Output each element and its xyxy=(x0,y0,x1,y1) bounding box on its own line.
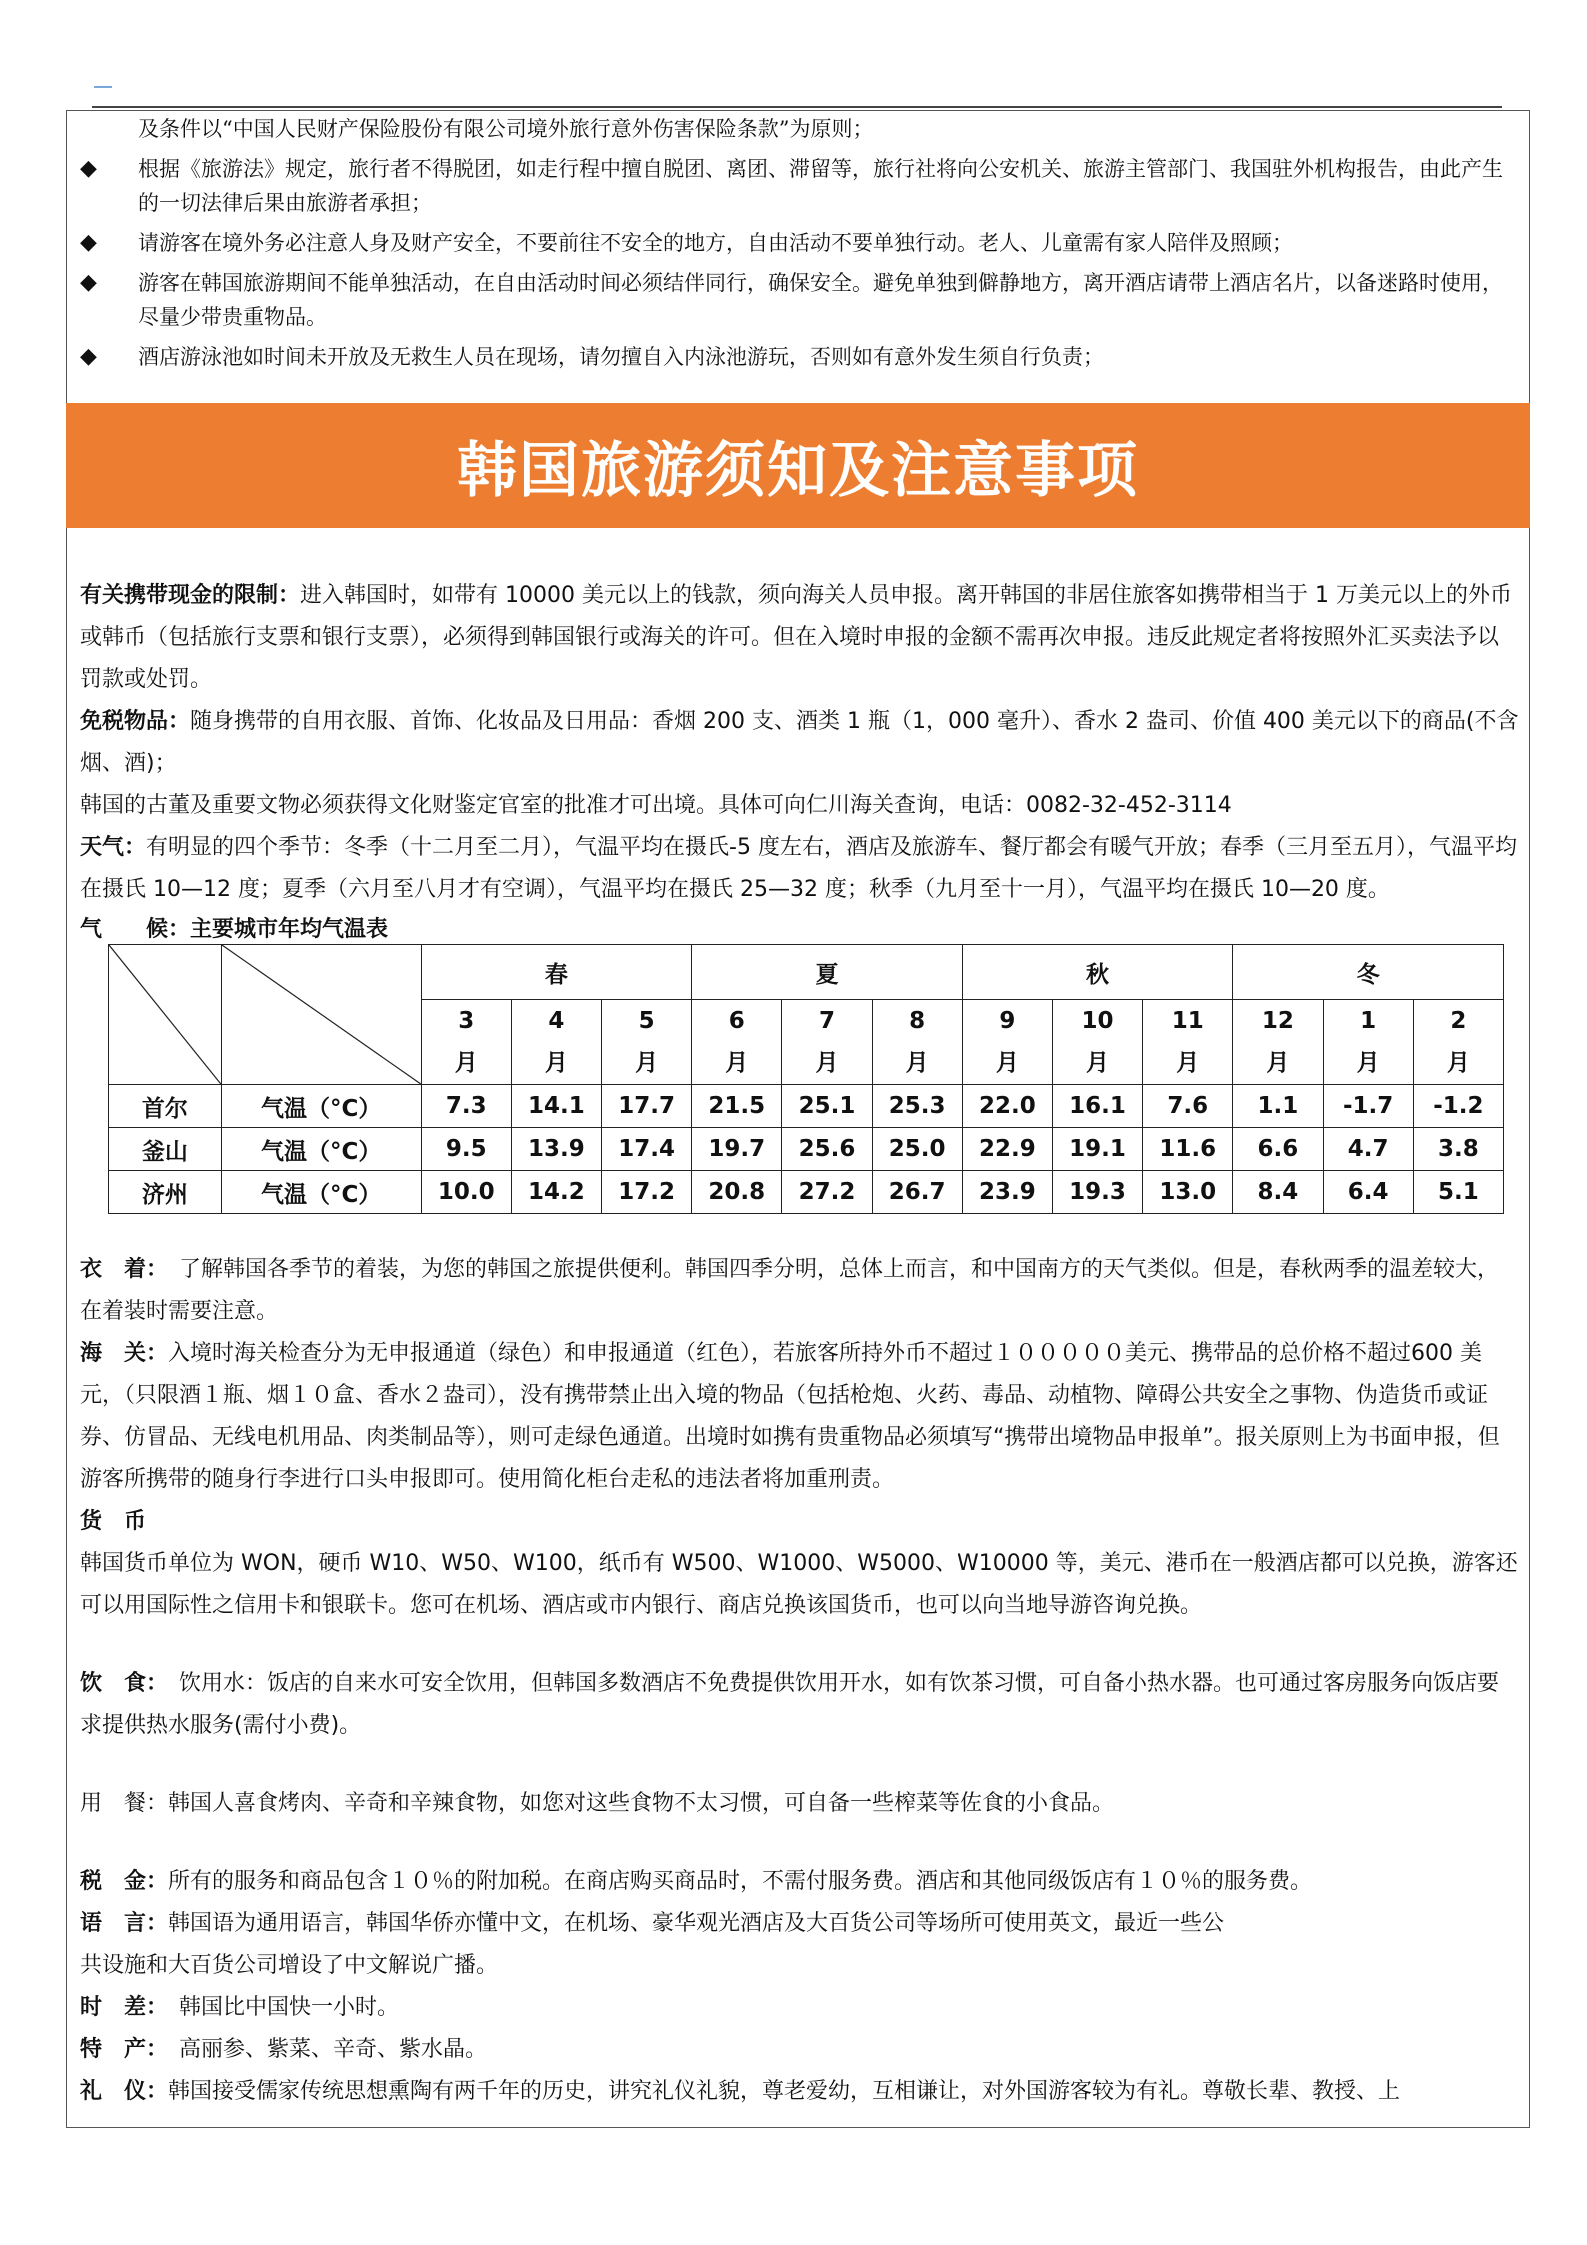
language-paragraph xyxy=(80,1903,1520,1945)
section-label: 税 金： xyxy=(80,1869,169,1894)
month-header xyxy=(1413,1000,1503,1085)
temperature-cell: 19.1 xyxy=(1052,1128,1142,1171)
temperature-cell: 14.2 xyxy=(511,1171,601,1214)
month-header xyxy=(872,1000,962,1085)
month-header xyxy=(1233,1000,1323,1085)
bullet-text: 酒店游泳池如时间未开放及无救生人员在现场，请勿擅自入内泳池游玩，否则如有意外发生须自行负责； xyxy=(138,345,1104,369)
month-number: 2 xyxy=(1450,1008,1467,1034)
month-unit: 月 xyxy=(635,1050,659,1076)
section-label: 海 关： xyxy=(80,1341,169,1366)
temperature-table xyxy=(108,944,1504,1214)
diagonal-line-icon xyxy=(222,945,421,1084)
section-text: 韩国比中国快一小时。 xyxy=(157,1995,400,2020)
list-item xyxy=(80,226,1520,260)
customs-paragraph xyxy=(80,1333,1520,1501)
antique-paragraph: 韩国的古董及重要文物必须获得文化财鉴定官室的批准才可出境。具体可向仁川海关查询，电话：0082-32-452-3114 xyxy=(80,793,1232,818)
section-text: 有明显的四个季节：冬季（十二月至二月），气温平均在摄氏-5 度左右，酒店及旅游车、餐厅都会有暖气开放；春季（三月至五月），气温平均在摄氏 10—12 度；夏季（六月至八月才有空调），气温平均在摄氏 25—32 度；秋季（九月至十一月），气温平均在摄氏 10—20 度。 xyxy=(80,835,1517,902)
section-text: 高丽参、紫菜、辛奇、紫水晶。 xyxy=(157,2037,488,2062)
month-number: 5 xyxy=(638,1008,655,1034)
month-unit: 月 xyxy=(725,1050,749,1076)
list-item xyxy=(80,340,1520,374)
section-text: 入境时海关检查分为无申报通道（绿色）和申报通道（红色），若旅客所持外币不超过１０００００美元、携带品的总价格不超过600 美元，（只限酒１瓶、烟１０盒、香水２盎司），没有携带禁止出入境的物品（包括枪炮、火药、毒品、动植物、障碍公共安全之事物、伪造货币或证券、仿冒品、无线电机用品、肉类制品等），则可走绿色通道。出境时如携有贵重物品必须填写“携带出境物品申报单”。报关原则上为书面申报，但游客所携带的随身行李进行口头申报即可。使用简化柜台走私的违法者将加重刑责。 xyxy=(80,1341,1500,1492)
section-label: 有关携带现金的限制： xyxy=(80,583,301,608)
section-label: 用 餐： xyxy=(80,1791,169,1816)
bullet-text: 根据《旅游法》规定，旅行者不得脱团，如走行程中擅自脱团、离团、滞留等，旅行社将向公安机关、旅游主管部门、我国驻外机构报告，由此产生的一切法律后果由旅游者承担； xyxy=(138,157,1503,215)
currency-heading xyxy=(80,1501,1520,1543)
month-unit: 月 xyxy=(1086,1050,1110,1076)
section-label: 特 产： xyxy=(80,2037,158,2062)
temperature-cell: 17.2 xyxy=(602,1171,692,1214)
temperature-cell: 8.4 xyxy=(1233,1171,1323,1214)
temperature-cell: 23.9 xyxy=(962,1171,1052,1214)
temperature-cell: 25.0 xyxy=(872,1128,962,1171)
temperature-cell: 20.8 xyxy=(692,1171,782,1214)
month-number: 8 xyxy=(909,1008,926,1034)
month-number: 10 xyxy=(1081,1008,1114,1034)
temperature-cell: 19.3 xyxy=(1052,1171,1142,1214)
etiquette-paragraph xyxy=(80,2071,1520,2113)
temperature-cell: 21.5 xyxy=(692,1085,782,1128)
list-item xyxy=(80,152,1520,220)
temperature-cell: 22.0 xyxy=(962,1085,1052,1128)
section-label: 语 言： xyxy=(80,1911,169,1936)
month-header xyxy=(421,1000,511,1085)
temperature-cell: 27.2 xyxy=(782,1171,872,1214)
tax-paragraph xyxy=(80,1861,1520,1903)
metric-cell: 气温（°C） xyxy=(221,1085,421,1128)
temperature-cell: -1.7 xyxy=(1323,1085,1413,1128)
timediff-paragraph xyxy=(80,1987,1520,2029)
city-cell: 济州 xyxy=(109,1171,222,1214)
month-header xyxy=(692,1000,782,1085)
section-label: 礼 仪： xyxy=(80,2079,169,2104)
section-text: 韩国接受儒家传统思想熏陶有两千年的历史，讲究礼仪礼貌，尊老爱幼，互相谦让，对外国游客较为有礼。尊敬长辈、教授、上 xyxy=(168,2079,1401,2104)
section-text: 随身携带的自用衣服、首饰、化妆品及日用品：香烟 200 支、酒类 1 瓶（1，000 毫升）、香水 2 盎司、价值 400 美元以下的商品(不含烟、酒)； xyxy=(80,709,1519,776)
month-number: 6 xyxy=(728,1008,745,1034)
month-header xyxy=(1323,1000,1413,1085)
page-title: 韩国旅游须知及注意事项 xyxy=(457,435,1139,506)
month-header xyxy=(782,1000,872,1085)
list-item xyxy=(80,266,1520,334)
section-label: 饮 食： xyxy=(80,1671,158,1696)
section-label: 衣 着： xyxy=(80,1257,158,1282)
temperature-cell: 13.9 xyxy=(511,1128,601,1171)
month-unit: 月 xyxy=(1356,1050,1380,1076)
temperature-cell: -1.2 xyxy=(1413,1085,1503,1128)
section-label: 货 币 xyxy=(80,1509,147,1534)
section-text: 主要城市年均气温表 xyxy=(190,917,389,942)
month-unit: 月 xyxy=(1266,1050,1290,1076)
temperature-cell: 4.7 xyxy=(1323,1128,1413,1171)
temperature-cell: 9.5 xyxy=(421,1128,511,1171)
season-header: 夏 xyxy=(692,945,963,1000)
clothing-paragraph xyxy=(80,1249,1520,1333)
temperature-cell: 25.6 xyxy=(782,1128,872,1171)
temperature-cell: 19.7 xyxy=(692,1128,782,1171)
bullet-diamond-icon: ◆ xyxy=(80,344,97,369)
weather-paragraph xyxy=(80,827,1520,911)
section-text: 韩国人喜食烤肉、辛奇和辛辣食物，如您对这些食物不太习惯，可自备一些榨菜等佐食的小食品。 xyxy=(168,1791,1115,1816)
temperature-cell: 11.6 xyxy=(1143,1128,1233,1171)
meal-paragraph xyxy=(80,1783,1520,1825)
notice-bullets xyxy=(80,112,1520,380)
section-text: 进入韩国时，如带有 10000 美元以上的钱款，须向海关人员申报。离开韩国的非居住旅客如携带相当于 1 万美元以上的外币或韩币（包括旅行支票和银行支票），必须得到韩国银行或海关的许可。但在入境时申报的金额不需再次申报。违反此规定者将按照外汇买卖法予以罚款或处罚。 xyxy=(80,583,1512,692)
section-text: 了解韩国各季节的着装，为您的韩国之旅提供便利。韩国四季分明，总体上而言，和中国南方的天气类似。但是，春秋两季的温差较大，在着装时需要注意。 xyxy=(80,1257,1500,1324)
section-label: 时 差： xyxy=(80,1995,158,2020)
dutyfree-paragraph xyxy=(80,701,1520,785)
temperature-cell: 25.1 xyxy=(782,1085,872,1128)
cash-paragraph xyxy=(80,575,1520,701)
month-number: 12 xyxy=(1261,1008,1294,1034)
month-header xyxy=(1052,1000,1142,1085)
month-number: 3 xyxy=(458,1008,475,1034)
bullet-text: 游客在韩国旅游期间不能单独活动，在自由活动时间必须结伴同行，确保安全。避免单独到僻静地方，离开酒店请带上酒店名片，以备迷路时使用，尽量少带贵重物品。 xyxy=(138,271,1503,329)
spacer xyxy=(80,1825,1520,1861)
header-mark xyxy=(94,86,112,88)
metric-cell: 气温（°C） xyxy=(221,1128,421,1171)
section-label: 免税物品： xyxy=(80,709,191,734)
section-text: 所有的服务和商品包含１０％的附加税。在商店购买商品时，不需付服务费。酒店和其他同级饭店有１０％的服务费。 xyxy=(168,1869,1313,1894)
temperature-cell: 17.4 xyxy=(602,1128,692,1171)
temperature-cell: 17.7 xyxy=(602,1085,692,1128)
season-header: 秋 xyxy=(962,945,1233,1000)
main-content xyxy=(80,575,1520,2113)
temperature-cell: 7.6 xyxy=(1143,1085,1233,1128)
drink-paragraph xyxy=(80,1663,1520,1747)
month-unit: 月 xyxy=(815,1050,839,1076)
month-header xyxy=(1143,1000,1233,1085)
bullet-text: 及条件以“中国人民财产保险股份有限公司境外旅行意外伤害保险条款”为原则； xyxy=(138,117,874,141)
temperature-cell: 5.1 xyxy=(1413,1171,1503,1214)
bullet-diamond-icon: ◆ xyxy=(80,270,97,295)
metric-cell: 气温（°C） xyxy=(221,1171,421,1214)
table-row xyxy=(109,1085,1504,1128)
section-text: 饮用水：饭店的自来水可安全饮用，但韩国多数酒店不免费提供饮用开水，如有饮茶习惯，可自备小热水器。也可通过客房服务向饭店要求提供热水服务(需付小费)。 xyxy=(80,1671,1500,1738)
month-number: 7 xyxy=(818,1008,835,1034)
month-number: 11 xyxy=(1171,1008,1204,1034)
section-label: 天气： xyxy=(80,835,147,860)
month-number: 9 xyxy=(999,1008,1016,1034)
temperature-cell: 16.1 xyxy=(1052,1085,1142,1128)
table-row xyxy=(109,945,1504,1000)
month-unit: 月 xyxy=(454,1050,478,1076)
header-rule xyxy=(92,106,1502,108)
city-cell: 首尔 xyxy=(109,1085,222,1128)
section-text: 韩国语为通用语言，韩国华侨亦懂中文，在机场、豪华观光酒店及大百货公司等场所可使用英文，最近一些公 xyxy=(168,1911,1225,1936)
spacer xyxy=(80,1747,1520,1783)
season-header: 春 xyxy=(421,945,692,1000)
specialty-paragraph xyxy=(80,2029,1520,2071)
temperature-cell: 1.1 xyxy=(1233,1085,1323,1128)
spacer xyxy=(80,1627,1520,1663)
month-unit: 月 xyxy=(995,1050,1019,1076)
month-unit: 月 xyxy=(544,1050,568,1076)
month-number: 4 xyxy=(548,1008,565,1034)
table-corner-cell xyxy=(109,945,222,1085)
bullet-text: 请游客在境外务必注意人身及财产安全，不要前往不安全的地方，自由活动不要单独行动。老人、儿童需有家人陪伴及照顾； xyxy=(138,231,1293,255)
temperature-cell: 26.7 xyxy=(872,1171,962,1214)
temperature-cell: 25.3 xyxy=(872,1085,962,1128)
season-header: 冬 xyxy=(1233,945,1504,1000)
temperature-cell: 3.8 xyxy=(1413,1128,1503,1171)
month-header xyxy=(602,1000,692,1085)
list-item xyxy=(80,112,1520,146)
bullet-diamond-icon: ◆ xyxy=(80,230,97,255)
month-header xyxy=(511,1000,601,1085)
temperature-cell: 10.0 xyxy=(421,1171,511,1214)
temperature-cell: 7.3 xyxy=(421,1085,511,1128)
table-row xyxy=(109,1171,1504,1214)
table-row xyxy=(109,1128,1504,1171)
city-cell: 釜山 xyxy=(109,1128,222,1171)
currency-paragraph: 韩国货币单位为 WON，硬币 W10、W50、W100，纸币有 W500、W1000、W5000、W10000 等，美元、港币在一般酒店都可以兑换，游客还可以用国际性之信用卡和银联卡。您可在机场、酒店或市内银行、商店兑换该国货币，也可以向当地导游咨询兑换。 xyxy=(80,1551,1518,1618)
temperature-cell: 6.4 xyxy=(1323,1171,1413,1214)
title-banner xyxy=(66,403,1530,528)
temperature-cell: 14.1 xyxy=(511,1085,601,1128)
diagonal-line-icon xyxy=(109,945,221,1084)
month-header xyxy=(962,1000,1052,1085)
section-label: 气 候： xyxy=(80,917,191,942)
language-paragraph-cont: 共设施和大百货公司增设了中文解说广播。 xyxy=(80,1953,499,1978)
table-corner-cell xyxy=(221,945,421,1085)
month-number: 1 xyxy=(1360,1008,1377,1034)
month-unit: 月 xyxy=(1446,1050,1470,1076)
month-unit: 月 xyxy=(905,1050,929,1076)
bullet-diamond-icon: ◆ xyxy=(80,156,97,181)
temperature-cell: 6.6 xyxy=(1233,1128,1323,1171)
temperature-cell: 13.0 xyxy=(1143,1171,1233,1214)
month-unit: 月 xyxy=(1176,1050,1200,1076)
temperature-cell: 22.9 xyxy=(962,1128,1052,1171)
